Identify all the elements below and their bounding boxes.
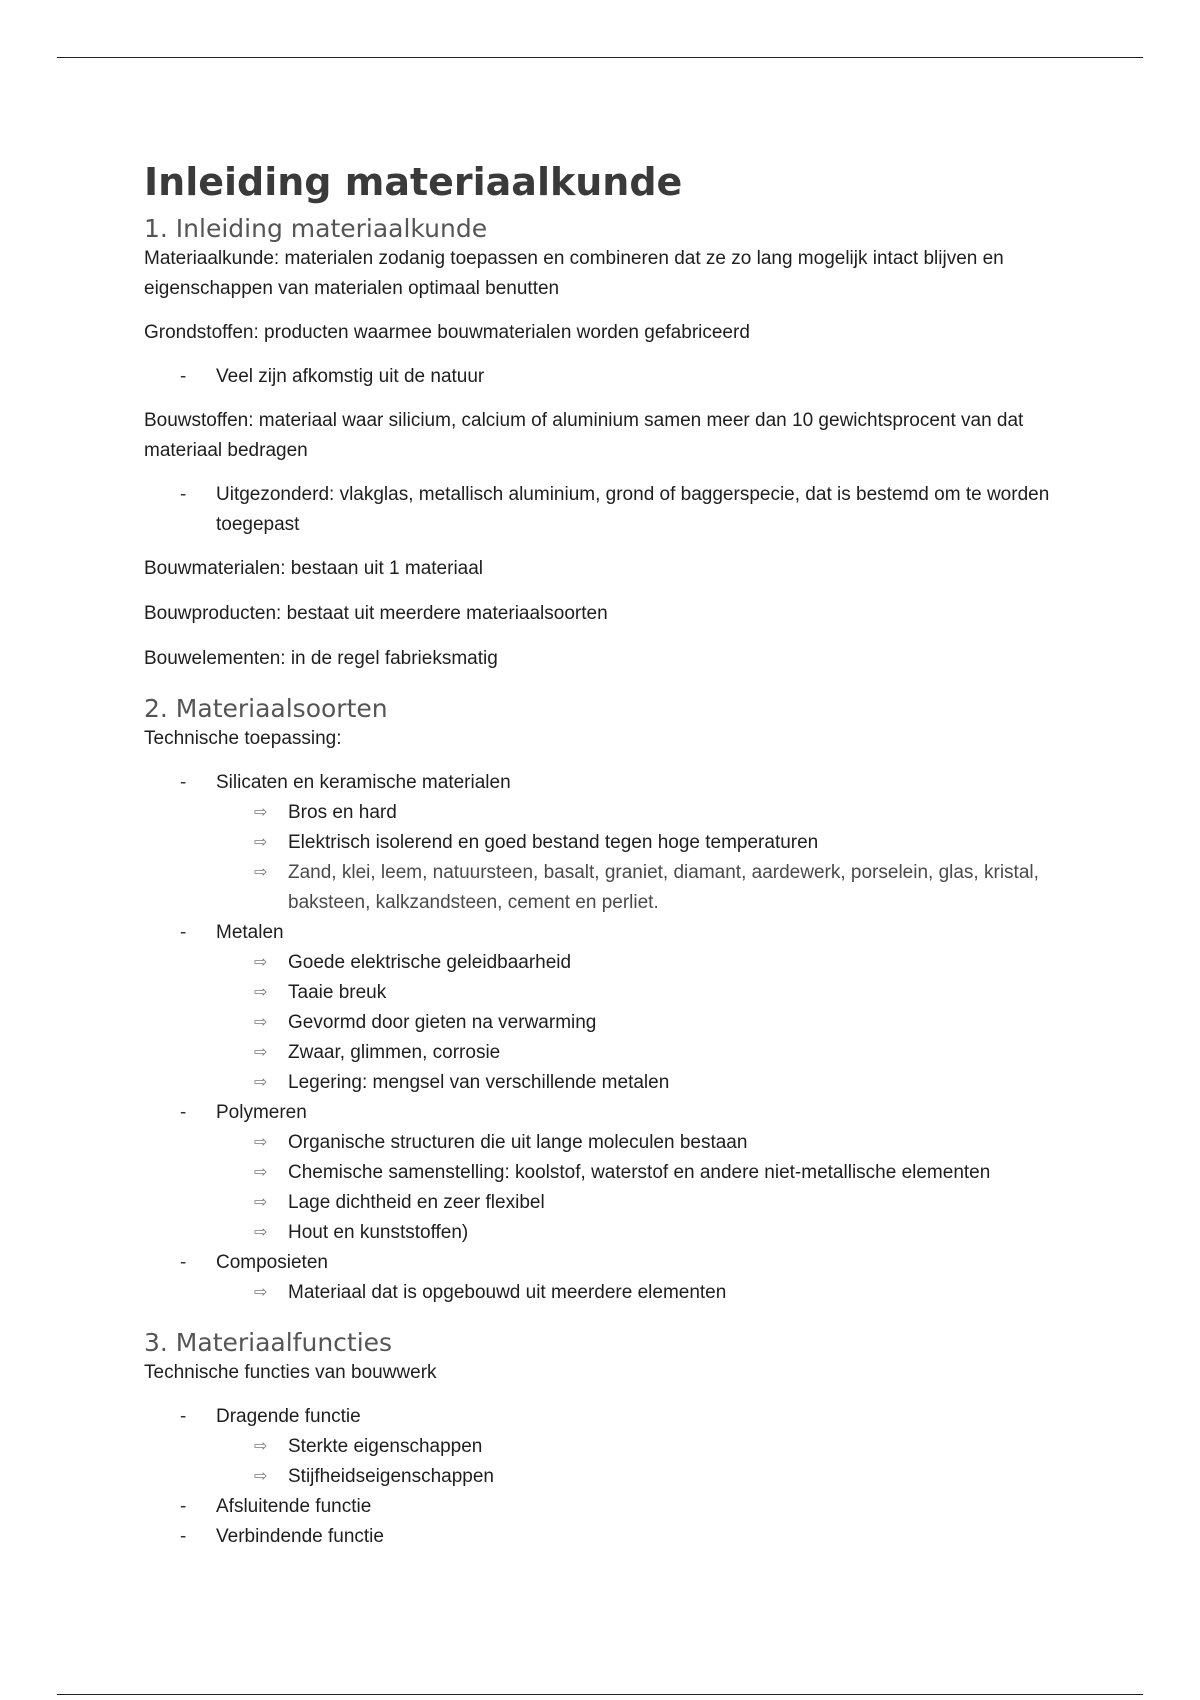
arrow-right-icon: ⇨ [254, 1438, 268, 1455]
sub-list-item: ⇨ Zwaar, glimmen, corrosie [216, 1038, 1089, 1068]
dash-bullet: - [180, 366, 187, 387]
sub-list-item: ⇨ Bros en hard [216, 798, 1089, 828]
bouwstoffen-list [144, 480, 1089, 540]
list-item: - Dragende functie ⇨ Sterkte eigenschappen ⇨ Stijfheidseigenschappen [144, 1402, 1089, 1492]
arrow-right-icon: ⇨ [254, 1164, 268, 1181]
sub-list-item: ⇨ Materiaal dat is opgebouwd uit meerdere elementen [216, 1278, 1089, 1308]
paragraph-bouwproducten: Bouwproducten: bestaat uit meerdere materiaalsoorten [144, 603, 608, 624]
materiaalsoorten-list [144, 768, 1089, 1308]
paragraph-grondstoffen: Grondstoffen: producten waarmee bouwmaterialen worden gefabriceerd [144, 322, 750, 343]
list-item: - Silicaten en keramische materialen ⇨ Bros en hard ⇨ Elektrisch isolerend en goed bestand tegen hoge temperaturen ⇨ Zand, klei, leem, natuursteen, basalt, graniet, diamant, aardewerk, porselein, glas, kristal, baksteen, kalkzandsteen, cement en perliet. [144, 768, 1089, 918]
sub-list [216, 1432, 1089, 1492]
arrow-right-icon: ⇨ [254, 1134, 268, 1151]
section-2-intro: Technische toepassing: [144, 728, 342, 749]
section-heading-1: 1. Inleiding materiaalkunde [144, 214, 488, 243]
arrow-right-icon: ⇨ [254, 1468, 268, 1485]
dash-bullet: - [180, 484, 187, 505]
materiaalfuncties-list [144, 1402, 1089, 1552]
sub-list-item: ⇨ Gevormd door gieten na verwarming [216, 1008, 1089, 1038]
arrow-right-icon: ⇨ [254, 954, 268, 971]
list-item: - Verbindende functie [144, 1522, 1089, 1552]
arrow-right-icon: ⇨ [254, 1044, 268, 1061]
sub-list [216, 1128, 1089, 1248]
list-item: - Afsluitende functie [144, 1492, 1089, 1522]
section-heading-3: 3. Materiaalfuncties [144, 1328, 393, 1357]
sub-list-item: ⇨ Chemische samenstelling: koolstof, waterstof en andere niet-metallische elementen [216, 1158, 1089, 1188]
list-item: - Polymeren ⇨ Organische structuren die uit lange moleculen bestaan ⇨ Chemische samenstelling: koolstof, waterstof en andere niet-metallische elementen ⇨ Lage dichtheid en zeer flexibel ⇨ Hout en kunststoffen) [144, 1098, 1089, 1248]
dash-bullet: - [180, 1406, 187, 1427]
arrow-right-icon: ⇨ [254, 864, 268, 881]
list-item: - Composieten ⇨ Materiaal dat is opgebouwd uit meerdere elementen [144, 1248, 1089, 1308]
section-3-intro: Technische functies van bouwwerk [144, 1362, 437, 1383]
list-item: - Veel zijn afkomstig uit de natuur [144, 362, 1089, 392]
paragraph-bouwmaterialen: Bouwmaterialen: bestaan uit 1 materiaal [144, 558, 484, 579]
arrow-right-icon: ⇨ [254, 1284, 268, 1301]
sub-list-item: ⇨ Elektrisch isolerend en goed bestand tegen hoge temperaturen [216, 828, 1089, 858]
paragraph-materiaalkunde: Materiaalkunde: materialen zodanig toepassen en combineren dat ze zo lang mogelijk intact blijven en eigenschappen van materialen optimaal benutten [144, 248, 1004, 299]
sub-list-item: ⇨ Legering: mengsel van verschillende metalen [216, 1068, 1089, 1098]
list-item: - Uitgezonderd: vlakglas, metallisch aluminium, grond of baggerspecie, dat is bestemd om te worden toegepast [144, 480, 1089, 540]
document-body [144, 160, 1089, 1566]
sub-list-item: ⇨ Stijfheidseigenschappen [216, 1462, 1089, 1492]
arrow-right-icon: ⇨ [254, 1194, 268, 1211]
sub-list-item: ⇨ Lage dichtheid en zeer flexibel [216, 1188, 1089, 1218]
sub-list-item: ⇨ Hout en kunststoffen) [216, 1218, 1089, 1248]
dash-bullet: - [180, 922, 187, 943]
list-item: - Metalen ⇨ Goede elektrische geleidbaarheid ⇨ Taaie breuk ⇨ Gevormd door gieten na verwarming ⇨ Zwaar, glimmen, corrosie ⇨ Legering: mengsel van verschillende metalen [144, 918, 1089, 1098]
arrow-right-icon: ⇨ [254, 984, 268, 1001]
paragraph-bouwstoffen: Bouwstoffen: materiaal waar silicium, calcium of aluminium samen meer dan 10 gewichtsprocent van dat materiaal bedragen [144, 410, 1024, 461]
document-title: Inleiding materiaalkunde [144, 160, 683, 204]
top-rule [57, 57, 1143, 58]
dash-bullet: - [180, 1496, 187, 1517]
arrow-right-icon: ⇨ [254, 804, 268, 821]
sub-list [216, 1278, 1089, 1308]
section-heading-2: 2. Materiaalsoorten [144, 694, 388, 723]
sub-list [216, 948, 1089, 1098]
sub-list-item: ⇨ Goede elektrische geleidbaarheid [216, 948, 1089, 978]
arrow-right-icon: ⇨ [254, 1014, 268, 1031]
sub-list [216, 798, 1089, 918]
dash-bullet: - [180, 1102, 187, 1123]
dash-bullet: - [180, 1252, 187, 1273]
arrow-right-icon: ⇨ [254, 1224, 268, 1241]
sub-list-item: ⇨ Sterkte eigenschappen [216, 1432, 1089, 1462]
dash-bullet: - [180, 1526, 187, 1547]
grondstoffen-list [144, 362, 1089, 392]
sub-list-item: ⇨ Organische structuren die uit lange moleculen bestaan [216, 1128, 1089, 1158]
sub-list-item: ⇨ Taaie breuk [216, 978, 1089, 1008]
paragraph-bouwelementen: Bouwelementen: in de regel fabrieksmatig [144, 648, 498, 669]
arrow-right-icon: ⇨ [254, 1074, 268, 1091]
bottom-rule [57, 1694, 1143, 1695]
arrow-right-icon: ⇨ [254, 834, 268, 851]
sub-list-item: ⇨ Zand, klei, leem, natuursteen, basalt, graniet, diamant, aardewerk, porselein, glas, kristal, baksteen, kalkzandsteen, cement en perliet. [216, 858, 1089, 918]
dash-bullet: - [180, 772, 187, 793]
